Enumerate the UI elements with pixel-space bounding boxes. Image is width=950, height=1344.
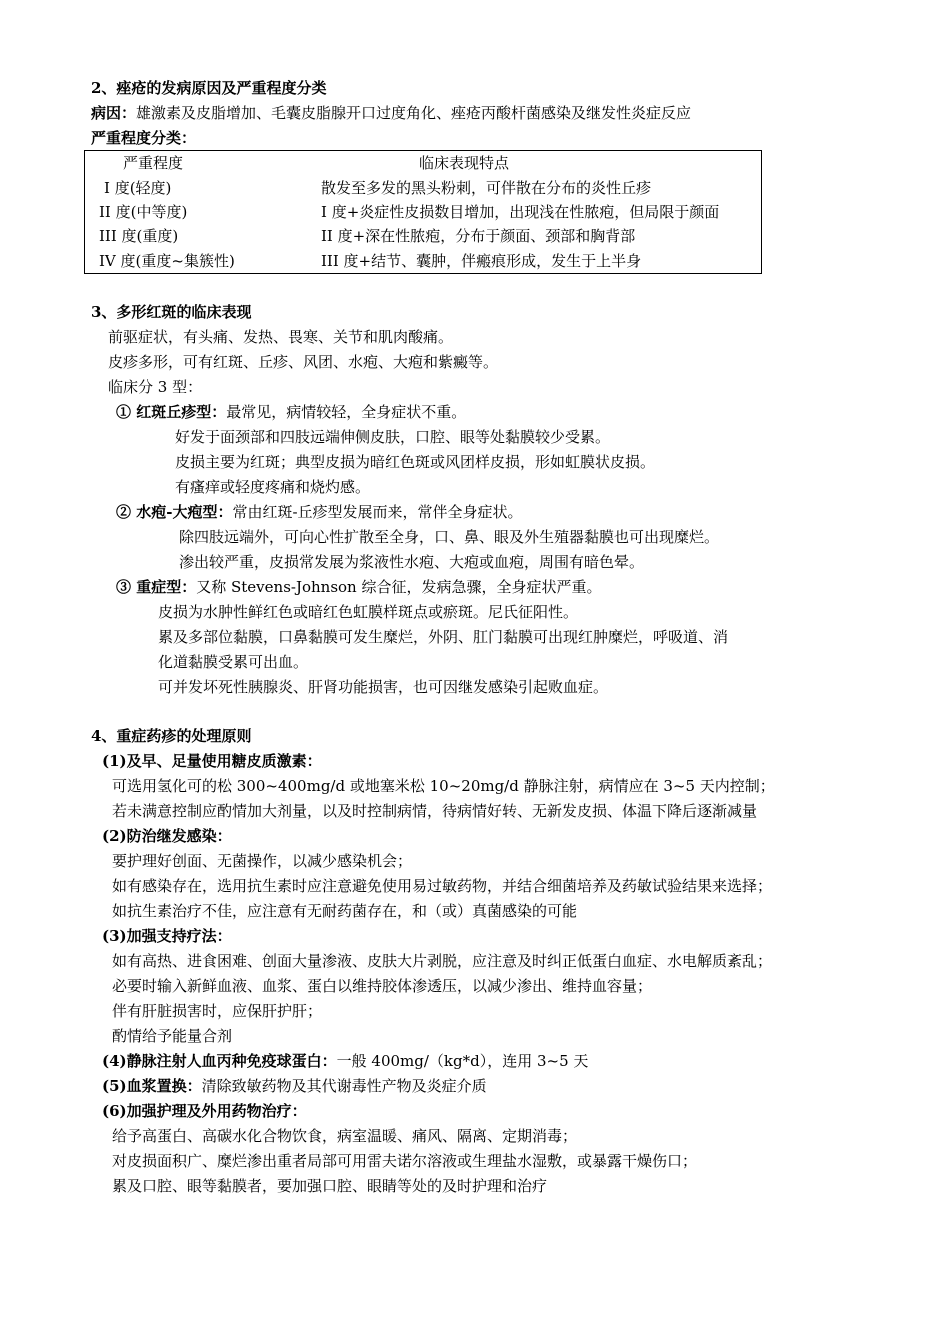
table-row	[85, 249, 762, 274]
table-cell: III 度(重度)	[99, 227, 179, 246]
paragraph-line: 临床分 3 型：	[108, 378, 203, 396]
paragraph-line: 渗出较严重，皮损常发展为浆液性水疱、大疱或血疱，周围有暗色晕。	[179, 553, 645, 571]
type2-text: 常由红斑-丘疹型发展而来，常伴全身症状。	[232, 503, 523, 521]
severity-table	[84, 150, 762, 274]
table-row	[85, 175, 762, 199]
table-header-cell: 严重程度	[123, 154, 184, 173]
paragraph-line: 如有感染存在，选用抗生素时应注意避免使用易过敏药物，并结合细菌培养及药敏试验结果来选择；	[112, 877, 773, 895]
paragraph-line: 前驱症状，有头痛、发热、畏寒、关节和肌肉酸痛。	[108, 328, 454, 346]
paragraph-line: 可并发坏死性胰腺炎、肝肾功能损害，也可因继发感染引起败血症。	[158, 678, 609, 696]
paragraph-line: 对皮损面积广、糜烂渗出重者局部可用雷夫诺尔溶液或生理盐水湿敷，或暴露干燥伤口；	[112, 1152, 698, 1170]
paragraph-line: 好发于面颈部和四肢远端伸侧皮肤，口腔、眼等处黏膜较少受累。	[175, 428, 611, 446]
table-row	[85, 200, 762, 224]
cause-label: 病因：	[91, 104, 137, 122]
severity-label: 严重程度分类：	[91, 129, 197, 147]
table-cell: II 度(中等度)	[99, 202, 188, 221]
table-cell: II 度+深在性脓疱，分布于颜面、颈部和胸背部	[321, 227, 636, 246]
point-3-label: (3)加强支持疗法：	[102, 927, 232, 945]
table-row	[85, 224, 762, 248]
point-2-label: (2)防治继发感染：	[102, 827, 232, 845]
type1-line	[116, 402, 466, 422]
point-4-line	[102, 1051, 588, 1071]
cause-line	[91, 103, 691, 123]
section-2-title: 2、痤疮的发病原因及严重程度分类	[91, 79, 327, 97]
paragraph-line: 若未满意控制应酌情加大剂量，以及时控制病情，待病情好转、无新发皮损、体温下降后逐渐减量	[112, 802, 758, 820]
section-3-title: 3、多形红斑的临床表现	[91, 303, 252, 321]
point-5-line	[102, 1076, 487, 1096]
table-cell: I 度+炎症性皮损数目增加，出现浅在性脓疱，但局限于颜面	[321, 202, 720, 221]
table-cell: III 度+结节、囊肿，伴瘢痕形成，发生于上半身	[321, 251, 642, 270]
type3-text: 又称 Stevens-Johnson 综合征，发病急骤，全身症状严重。	[196, 578, 602, 596]
paragraph-line: 如抗生素治疗不佳，应注意有无耐药菌存在，和（或）真菌感染的可能	[112, 902, 578, 920]
point-4-text: 一般 400mg/（kg*d），连用 3~5 天	[336, 1052, 589, 1070]
point-5-text: 清除致敏药物及其代谢毒性产物及炎症介质	[201, 1077, 487, 1095]
paragraph-line: 皮疹多形，可有红斑、丘疹、风团、水疱、大疱和紫癜等。	[108, 353, 499, 371]
paragraph-line: 有瘙痒或轻度疼痛和烧灼感。	[175, 478, 371, 496]
paragraph-line: 累及口腔、眼等黏膜者，要加强口腔、眼睛等处的及时护理和治疗	[112, 1177, 548, 1195]
paragraph-line: 如有高热、进食困难、创面大量渗液、皮肤大片剥脱，应注意及时纠正低蛋白血症、水电解质紊乱；	[112, 952, 773, 970]
type2-line	[116, 502, 523, 522]
table-header-row	[85, 151, 762, 176]
paragraph-line: 酌情给予能量合剂	[112, 1027, 233, 1045]
type1-label: ① 红斑丘疹型：	[116, 403, 227, 421]
paragraph-line: 必要时输入新鲜血液、血浆、蛋白以维持胶体渗透压，以减少渗出、维持血容量；	[112, 977, 653, 995]
paragraph-line: 皮损主要为红斑；典型皮损为暗红色斑或风团样皮损，形如虹膜状皮损。	[175, 453, 656, 471]
cause-text: 雄激素及皮脂增加、毛囊皮脂腺开口过度角化、痤疮丙酸杆菌感染及继发性炎症反应	[136, 104, 692, 122]
table-cell: 散发至多发的黑头粉刺，可伴散在分布的炎性丘疹	[321, 178, 652, 197]
point-6-label: (6)加强护理及外用药物治疗：	[102, 1102, 307, 1120]
table-cell: IV 度(重度~集簇性)	[99, 251, 235, 270]
point-5-label: (5)血浆置换：	[102, 1077, 202, 1095]
section-4-title: 4、重症药疹的处理原则	[91, 727, 252, 745]
table-header-cell: 临床表现特点	[419, 154, 510, 173]
paragraph-line: 要护理好创面、无菌操作，以减少感染机会；	[112, 852, 413, 870]
paragraph-line: 除四肢远端外，可向心性扩散至全身，口、鼻、眼及外生殖器黏膜也可出现糜烂。	[179, 528, 720, 546]
paragraph-line: 可选用氢化可的松 300~400mg/d 或地塞米松 10~20mg/d 静脉注射，病情应在 3~5 天内控制；	[112, 777, 775, 795]
type3-line	[116, 577, 602, 597]
paragraph-line: 化道黏膜受累可出血。	[158, 653, 309, 671]
paragraph-line: 伴有肝脏损害时，应保肝护肝；	[112, 1002, 323, 1020]
paragraph-line: 皮损为水肿性鲜红色或暗红色虹膜样斑点或瘀斑。尼氏征阳性。	[158, 603, 579, 621]
paragraph-line: 给予高蛋白、高碳水化合物饮食，病室温暖、痛风、隔离、定期消毒；	[112, 1127, 578, 1145]
point-4-label: (4)静脉注射人血丙种免疫球蛋白：	[102, 1052, 337, 1070]
table-cell: I 度(轻度)	[104, 178, 172, 197]
type3-label: ③ 重症型：	[116, 578, 197, 596]
type1-text: 最常见，病情较轻，全身症状不重。	[226, 403, 467, 421]
paragraph-line: 累及多部位黏膜，口鼻黏膜可发生糜烂，外阴、肛门黏膜可出现红肿糜烂，呼吸道、消	[158, 628, 729, 646]
type2-label: ② 水疱-大疱型：	[116, 503, 233, 521]
point-1-label: (1)及早、足量使用糖皮质激素：	[102, 752, 322, 770]
